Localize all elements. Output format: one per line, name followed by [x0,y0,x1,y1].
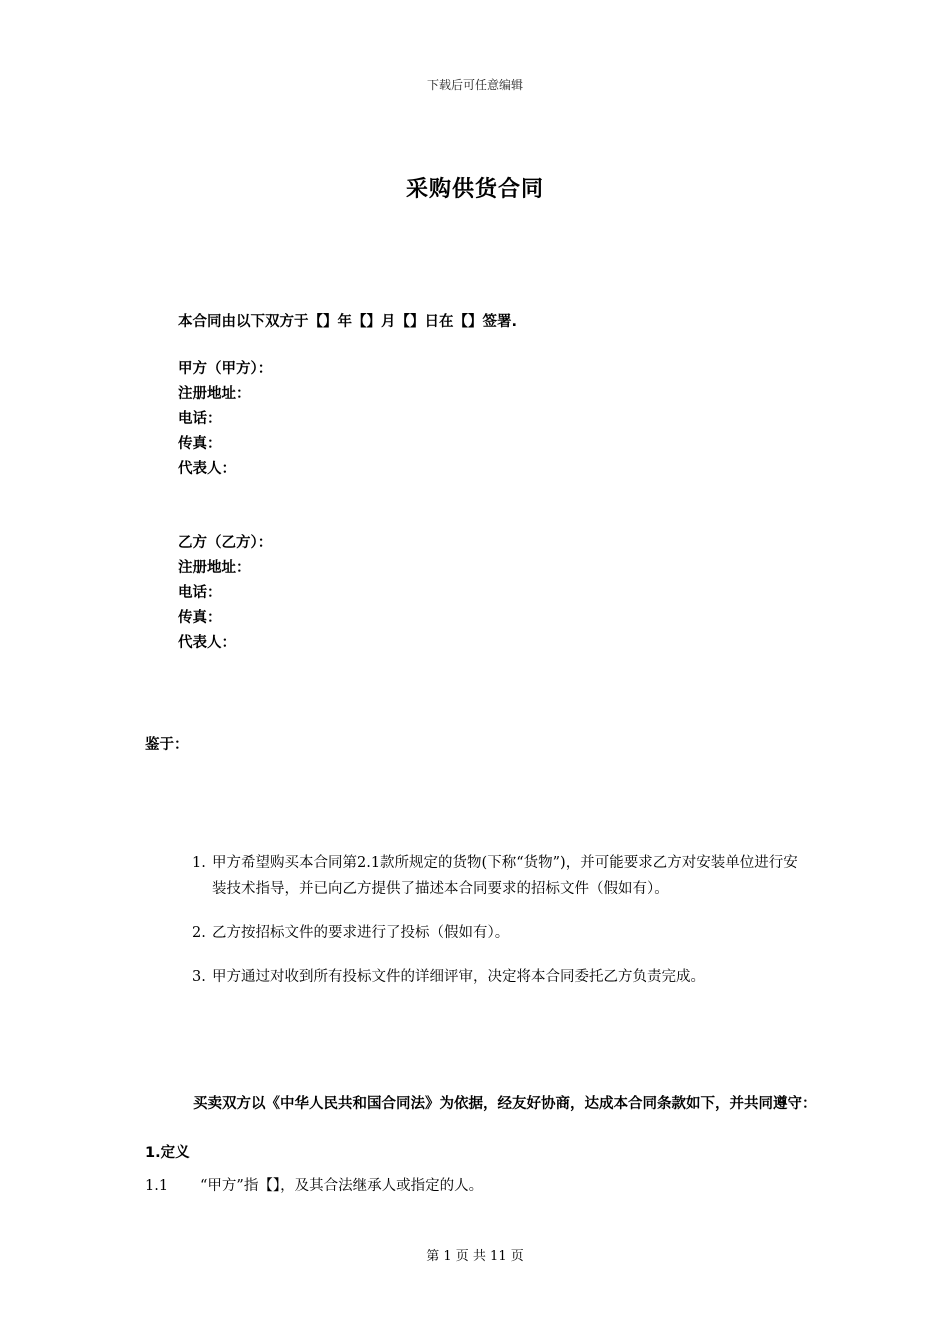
party-a-rep-label: 代表人： [178,461,236,477]
recitals-list [192,850,812,1008]
intro-sentence: 本合同由以下双方于【】年【】月【】日在【】签署. [178,314,518,330]
party-a-phone-label: 电话： [178,411,222,427]
recital-item [192,964,812,990]
recital-number: 2. [192,925,206,941]
header-note: 下载后可任意编辑 [426,78,523,92]
party-b-phone-label: 电话： [178,585,222,601]
party-b-address-label: 注册地址： [178,560,251,576]
whereas-heading: 鉴于： [145,737,189,753]
party-a-address-label: 注册地址： [178,386,251,402]
section-1-heading: 1.定义 [145,1145,190,1161]
party-b-block [178,531,272,656]
party-b-heading: 乙方（乙方）： [178,535,273,551]
recital-number: 3. [192,969,206,985]
recital-number: 1. [192,855,206,871]
recital-item [192,920,812,946]
party-b-fax-label: 传真： [178,610,222,626]
recital-text: 乙方按招标文件的要求进行了投标（假如有）。 [212,925,510,941]
recital-text: 甲方通过对收到所有投标文件的详细评审，决定将本合同委托乙方负责完成。 [212,969,705,985]
agreement-statement: 买卖双方以《中华人民共和国合同法》为依据，经友好协商，达成本合同条款如下，并共同遵守： [193,1096,817,1112]
party-a-heading: 甲方（甲方）： [178,361,273,377]
recital-text: 甲方希望购买本合同第2.1款所规定的货物(下称“货物”)，并可能要求乙方对安装单位进行安装技术指导，并已向乙方提供了描述本合同要求的招标文件（假如有）。 [212,855,798,897]
definition-1-1 [145,1174,483,1195]
definition-text: “甲方”指【】，及其合法继承人或指定的人。 [200,1178,484,1194]
recital-item [192,850,812,902]
party-a-block [178,357,272,482]
page-footer: 第 1 页 共 11 页 [426,1249,524,1264]
party-a-fax-label: 传真： [178,436,222,452]
definition-number: 1.1 [145,1178,169,1194]
document-title: 采购供货合同 [405,177,544,202]
party-b-rep-label: 代表人： [178,635,236,651]
